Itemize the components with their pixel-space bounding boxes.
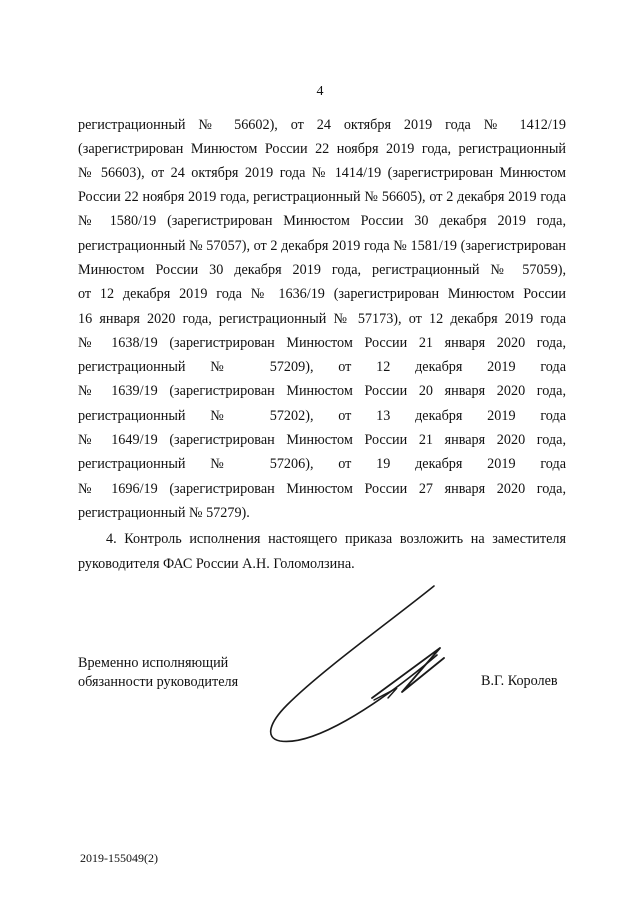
body-line: № 1580/19 (зарегистрирован Минюстом России 30 декабря 2019 года,: [78, 213, 566, 229]
document-id: 2019-155049(2): [80, 851, 158, 865]
body-line: от 12 декабря 2019 года № 1636/19 (зарегистрирован Минюстом России: [78, 286, 566, 302]
body-line: (зарегистрирован Минюстом России 22 ноября 2019 года, регистрационный: [78, 141, 566, 157]
body-line: № 1696/19 (зарегистрирован Минюстом России 27 января 2020 года,: [78, 481, 566, 497]
page-number: 4: [316, 84, 324, 99]
position-line: Временно исполняющий: [78, 655, 229, 671]
signatory-name: В.Г. Королев: [481, 673, 558, 689]
body-line: регистрационный № 56602), от 24 октября 2019 года № 1412/19: [78, 117, 566, 133]
body-line: России 22 ноября 2019 года, регистрационный № 56605), от 2 декабря 2019 года: [78, 189, 566, 205]
paragraph-line: руководителя ФАС России А.Н. Голомолзина.: [78, 556, 355, 572]
body-line: регистрационный № 57206), от 19 декабря 2019 года: [78, 456, 566, 472]
position-line: обязанности руководителя: [78, 674, 239, 690]
body-line: № 1639/19 (зарегистрирован Минюстом России 20 января 2020 года,: [78, 383, 566, 399]
body-line: № 1638/19 (зарегистрирован Минюстом России 21 января 2020 года,: [78, 335, 566, 351]
body-line: 16 января 2020 года, регистрационный № 57173), от 12 декабря 2019 года: [78, 311, 566, 327]
body-line: Минюстом России 30 декабря 2019 года, регистрационный № 57059),: [78, 262, 566, 278]
body-line: регистрационный № 57209), от 12 декабря 2019 года: [78, 359, 566, 375]
body-line: регистрационный № 57202), от 13 декабря 2019 года: [78, 408, 566, 424]
handwritten-signature: [262, 580, 452, 750]
body-line: регистрационный № 57279).: [78, 505, 250, 521]
paragraph-line: 4. Контроль исполнения настоящего приказа возложить на заместителя: [106, 531, 566, 547]
body-line: № 1649/19 (зарегистрирован Минюстом России 21 января 2020 года,: [78, 432, 566, 448]
body-line: № 56603), от 24 октября 2019 года № 1414/19 (зарегистрирован Минюстом: [78, 165, 566, 181]
signatory-position: [78, 654, 238, 692]
body-line: регистрационный № 57057), от 2 декабря 2019 года № 1581/19 (зарегистрирован: [78, 238, 566, 254]
